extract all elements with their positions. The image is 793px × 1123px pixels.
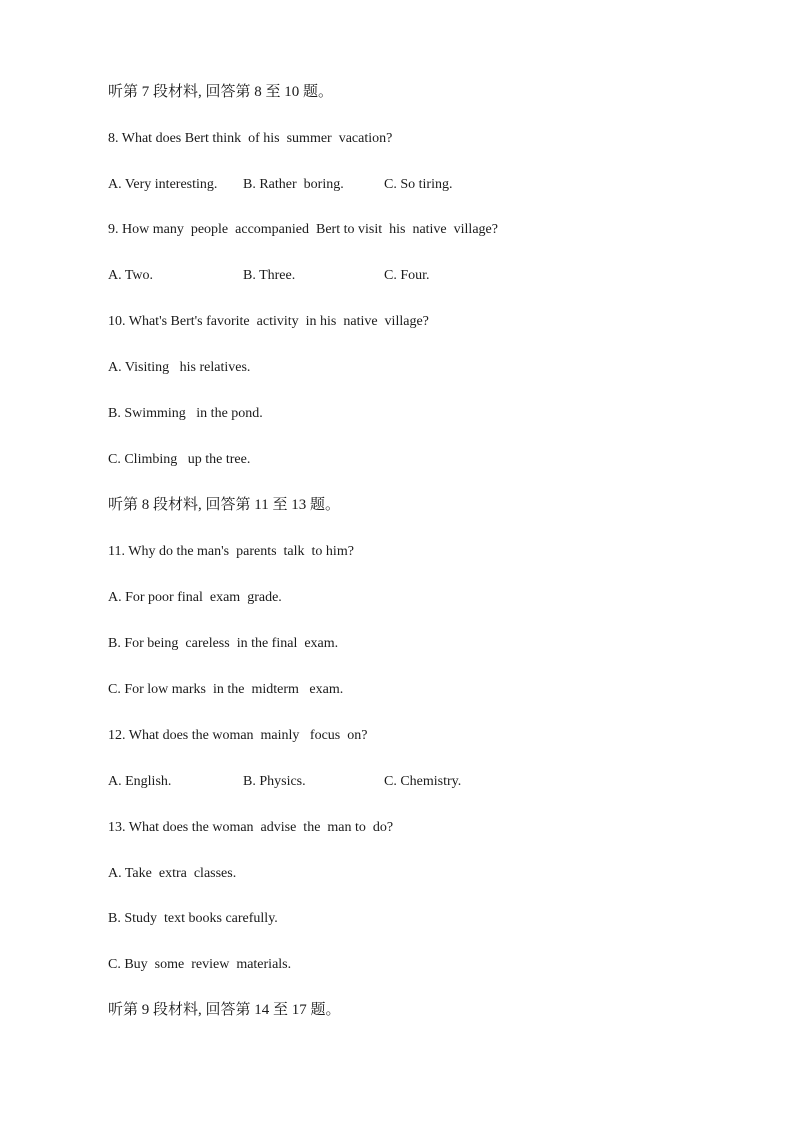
option-a: A. Visiting his relatives. (108, 360, 251, 375)
option-c: C. So tiring. (384, 177, 453, 192)
section-header: 听第 7 段材料, 回答第 8 至 10 题。 (108, 84, 334, 100)
option-b: B. Three. (243, 268, 296, 283)
option-c: C. For low marks in the midterm exam. (108, 682, 344, 697)
question-8: 8. What does Bert think of his summer vacation? (108, 131, 393, 146)
question-10: 10. What's Bert's favorite activity in his native village? (108, 314, 429, 329)
option-c: C. Climbing up the tree. (108, 452, 251, 467)
option-c: C. Buy some review materials. (108, 957, 292, 972)
option-a: A. For poor final exam grade. (108, 590, 282, 605)
option-b: B. Rather boring. (243, 177, 344, 192)
option-a: A. English. (108, 774, 172, 789)
option-b: B. Swimming in the pond. (108, 406, 263, 421)
question-8-options (108, 176, 708, 194)
option-b: B. Physics. (243, 774, 306, 789)
option-c: C. Chemistry. (384, 774, 462, 789)
option-a: A. Take extra classes. (108, 866, 237, 881)
question-13: 13. What does the woman advise the man to do? (108, 820, 394, 835)
section-header: 听第 9 段材料, 回答第 14 至 17 题。 (108, 1002, 341, 1018)
question-12: 12. What does the woman mainly focus on? (108, 728, 368, 743)
question-12-options (108, 773, 708, 791)
option-b: B. For being careless in the final exam. (108, 636, 339, 651)
question-9-options (108, 267, 708, 285)
question-11: 11. Why do the man's parents talk to him? (108, 544, 354, 559)
option-b: B. Study text books carefully. (108, 911, 278, 926)
option-c: C. Four. (384, 268, 430, 283)
section-header: 听第 8 段材料, 回答第 11 至 13 题。 (108, 497, 340, 513)
option-a: A. Two. (108, 268, 154, 283)
option-a: A. Very interesting. (108, 177, 218, 192)
question-9: 9. How many people accompanied Bert to visit his native village? (108, 222, 498, 237)
